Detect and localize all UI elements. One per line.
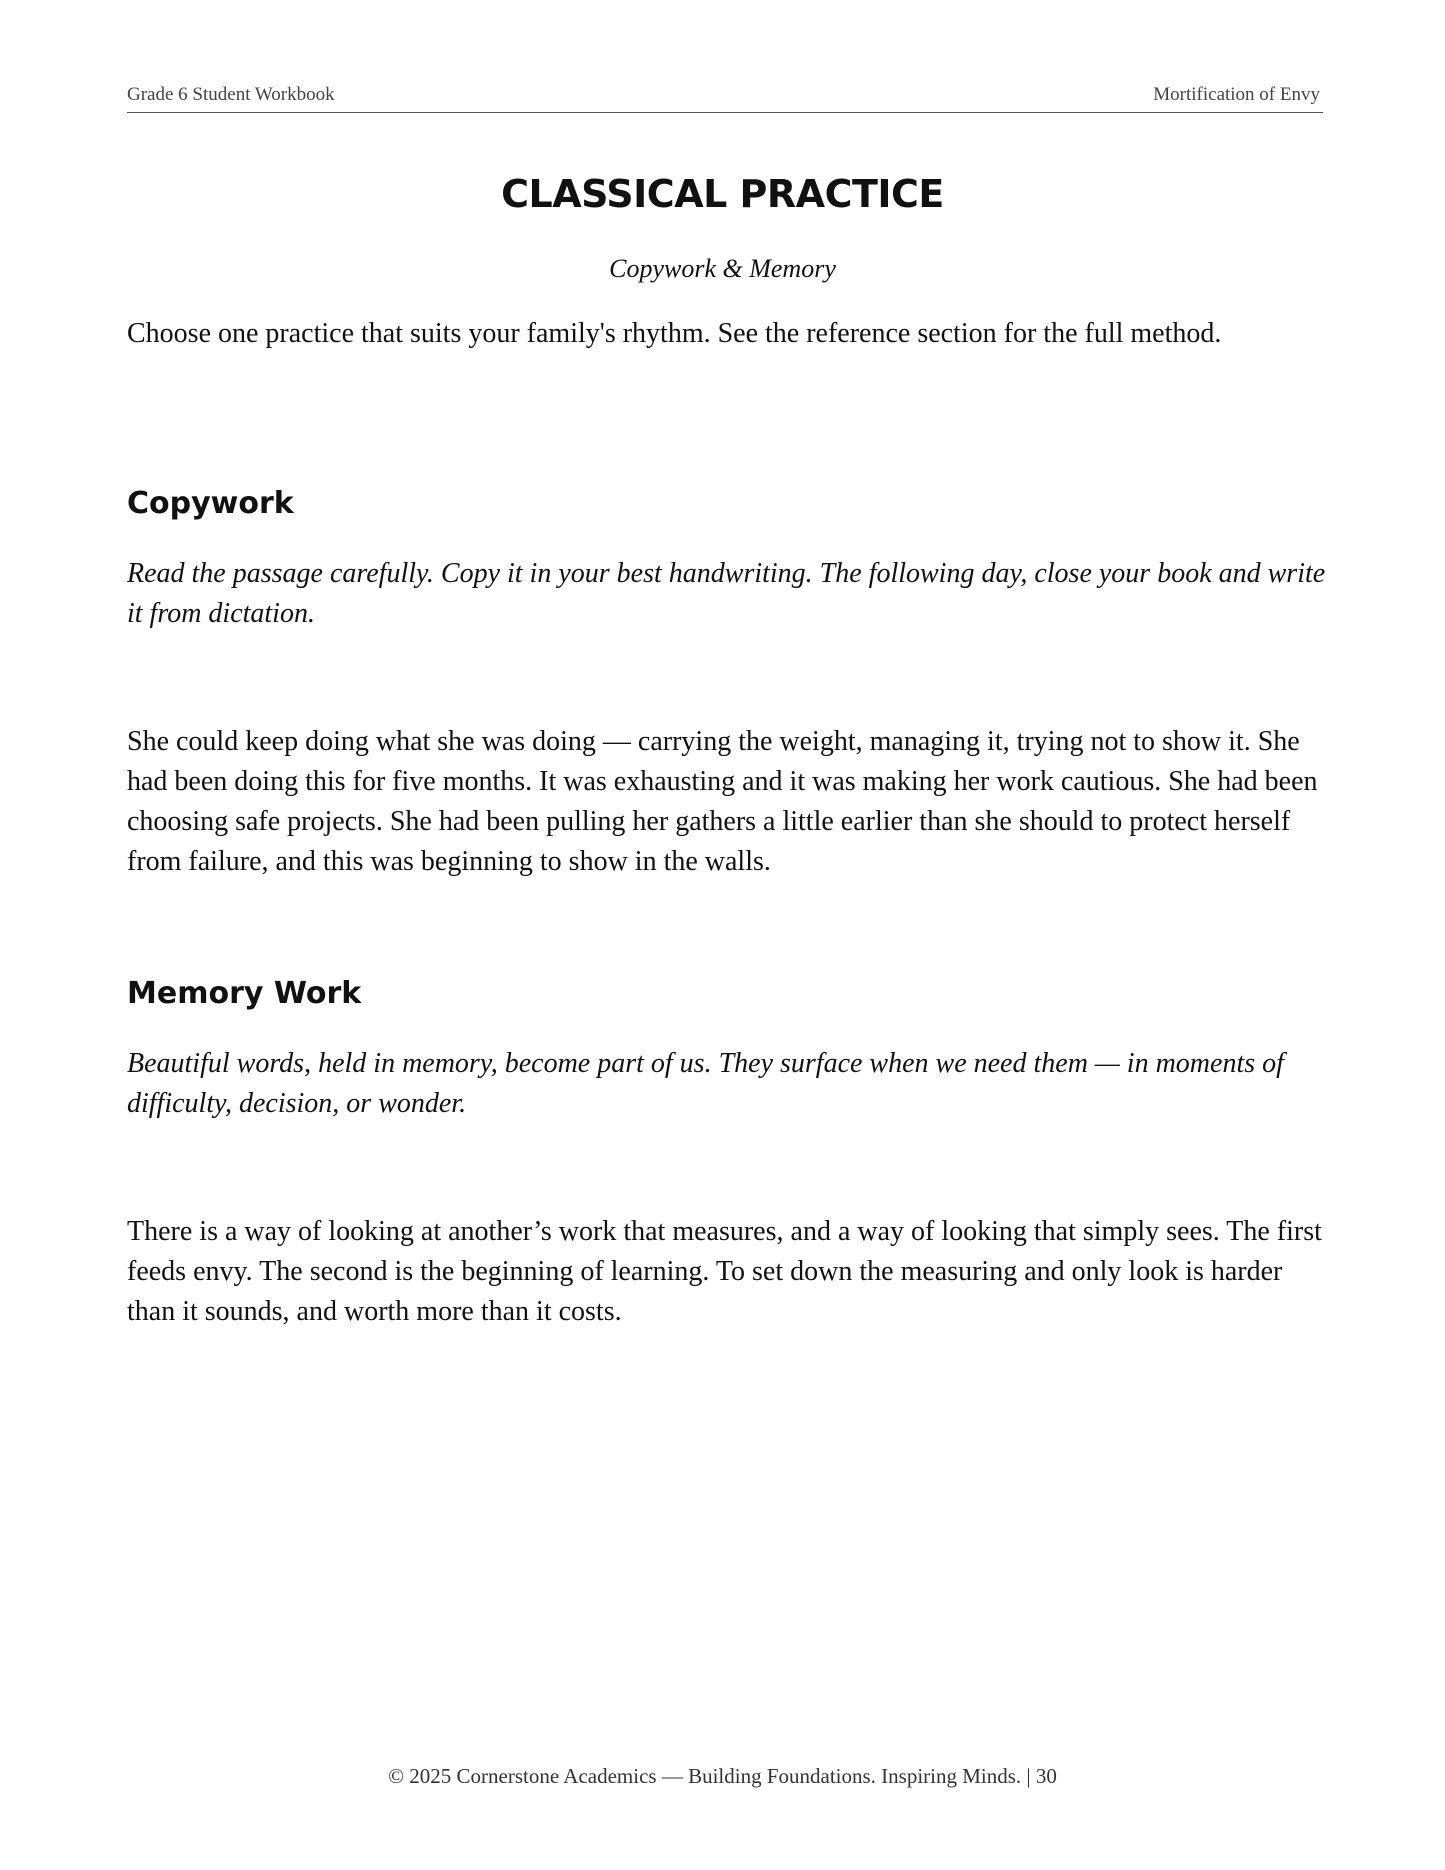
header-workbook-title: Grade 6 Student Workbook: [127, 84, 335, 105]
page-footer: © 2025 Cornerstone Academics — Building Foundations. Inspiring Minds. | 30: [388, 1764, 1057, 1788]
copywork-instruction: Read the passage carefully. Copy it in your best handwriting. The following day, close your book and write it from dictation.: [127, 558, 1326, 629]
copywork-passage: She could keep doing what she was doing — carrying the weight, managing it, trying not to show it. She had been doing this for five months. It was exhausting and it was making her work cautious. She had been choosing safe projects. She had been pulling her gathers a little earlier than she should to protect herself from failure, and this was beginning to show in the walls.: [127, 726, 1318, 877]
memory-work-instruction: Beautiful words, held in memory, become part of us. They surface when we need them — in moments of difficulty, decision, or wonder.: [127, 1048, 1284, 1119]
memory-work-heading: Memory Work: [127, 976, 362, 1011]
page-title: CLASSICAL PRACTICE: [501, 172, 944, 216]
running-header: [127, 82, 1323, 113]
intro-paragraph: Choose one practice that suits your family's rhythm. See the reference section for the full method.: [127, 318, 1222, 349]
copywork-heading: Copywork: [127, 486, 294, 521]
memory-work-passage: There is a way of looking at another’s work that measures, and a way of looking that simply sees. The first feeds envy. The second is the beginning of learning. To set down the measuring and only look is harder than it sounds, and worth more than it costs.: [127, 1216, 1322, 1327]
page-subtitle: Copywork & Memory: [609, 254, 836, 283]
header-lesson-title: Mortification of Envy: [1153, 84, 1320, 105]
